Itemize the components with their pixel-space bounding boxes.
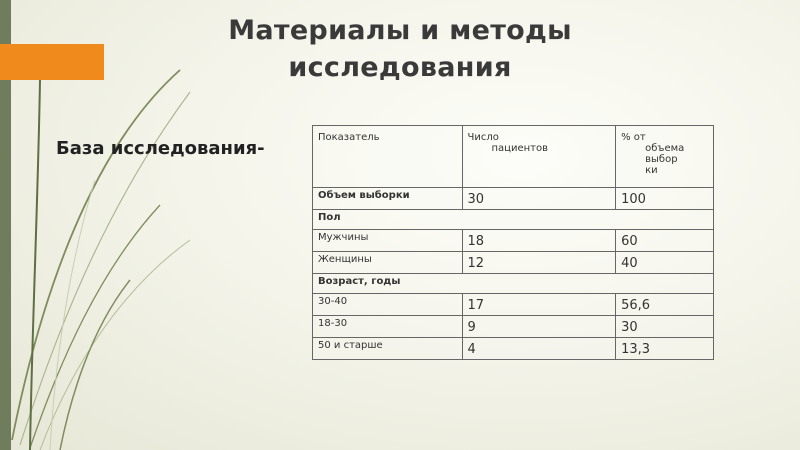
row-percent: 60 [616, 230, 714, 252]
row-label: Мужчины [313, 230, 463, 252]
row-percent: 40 [616, 252, 714, 274]
title-line-2: исследования [288, 52, 512, 83]
row-label: 30-40 [313, 294, 463, 316]
row-label: Объем выборки [313, 188, 463, 210]
row-label: 18-30 [313, 316, 463, 338]
row-count: 17 [462, 294, 616, 316]
table-header-row [313, 126, 714, 188]
header-count-line-1: Число [467, 132, 499, 143]
table-section-row [313, 274, 714, 294]
table-row [313, 252, 714, 274]
data-table [312, 125, 714, 360]
header-patient-count [462, 126, 616, 188]
row-count: 9 [462, 316, 616, 338]
row-percent: 30 [616, 316, 714, 338]
row-percent: 56,6 [616, 294, 714, 316]
table-row [313, 230, 714, 252]
table-row [313, 338, 714, 360]
header-count-line-2: пациентов [491, 143, 549, 154]
header-percent-line-2: объема [645, 143, 685, 154]
header-percent-line-1: % от [621, 132, 646, 143]
section-label: Возраст, годы [313, 274, 714, 294]
section-label: Пол [313, 210, 714, 230]
row-label: Женщины [313, 252, 463, 274]
table-row [313, 294, 714, 316]
row-count: 4 [462, 338, 616, 360]
row-percent: 13,3 [616, 338, 714, 360]
title-line-1: Материалы и методы [228, 15, 572, 46]
slide-title [200, 12, 600, 86]
slide-subtitle: База исследования- [56, 138, 265, 159]
header-percent [616, 126, 714, 188]
row-count: 30 [462, 188, 616, 210]
table-row [313, 188, 714, 210]
row-percent: 100 [616, 188, 714, 210]
row-count: 12 [462, 252, 616, 274]
row-count: 18 [462, 230, 616, 252]
table-section-row [313, 210, 714, 230]
header-percent-line-4: ки [645, 165, 658, 176]
header-indicator: Показатель [313, 126, 463, 188]
table-row [313, 316, 714, 338]
header-percent-line-3: выбор [645, 154, 678, 165]
row-label: 50 и старше [313, 338, 463, 360]
